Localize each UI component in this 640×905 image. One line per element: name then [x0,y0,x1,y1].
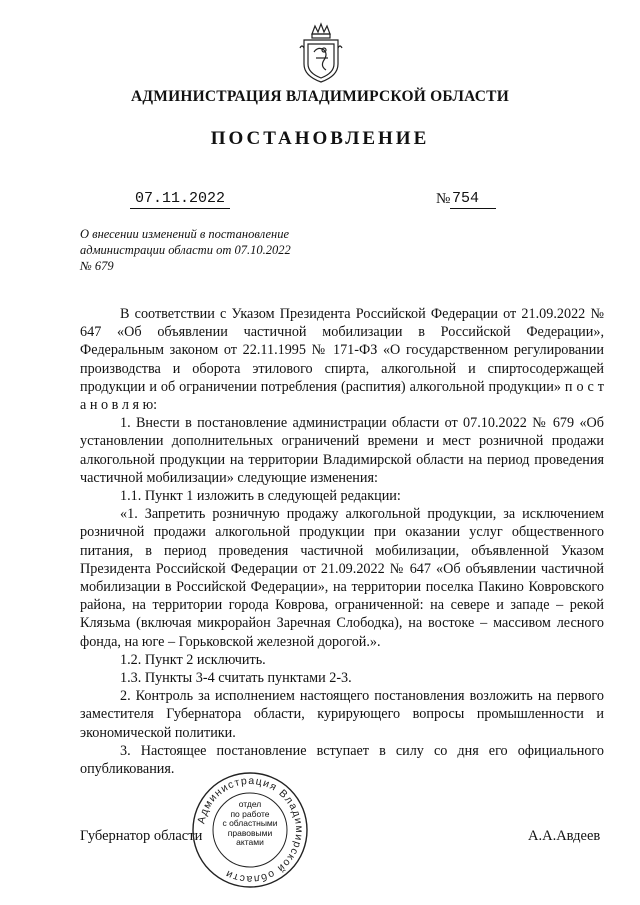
paragraph-quoted-item: «1. Запретить розничную продажу алкогольной продукции, за исключением розничной продажи алкогольной продукции при оказании услуг общественного питания, в период проведения частичной мобилизации, объявленной Указом Президента Российской Федерации от 21.09.2022 № 647 «Об объявлении частичной мобилизации в Российской Федерации», на территории поселка Пакино Ковровского района, на территории города Коврова, ограниченной: на севере и западе – рекой Клязьма (включая микрорайон Заречная Слободка), на востоке – массивом лесного фонда, на юге – Горьковской железной дорогой.». [80,506,604,650]
official-stamp [190,770,310,890]
stamp-line: актами [236,837,264,847]
subject-line: № 679 [80,259,114,273]
document-date: 07.11.2022 [130,190,230,209]
stamp-ring-text: Администрация Владимирской области [195,774,306,886]
paragraph-item-1-3: 1.3. Пункты 3-4 считать пунктами 2-3. [120,670,352,687]
agency-name: АДМИНИСТРАЦИЯ ВЛАДИМИРСКОЙ ОБЛАСТИ [131,88,509,105]
stamp-line: отдел [238,799,262,809]
stamp-line: с областными [222,818,278,828]
document-number: 754 [450,190,496,209]
paragraph-item-1-1: 1.1. Пункт 1 изложить в следующей редакции: [120,488,401,505]
stamp-center-text [214,800,286,848]
stamp-line: правовыми [227,827,273,838]
paragraph-item-3: 3. Настоящее постановление вступает в силу со дня его официального опубликования. [80,742,604,778]
subject-line: О внесении изменений в постановление [80,227,290,241]
document-body [80,305,604,778]
paragraph-item-1: 1. Внести в постановление администрации области от 07.10.2022 № 679 «Об установлении дополнительных ограничений времени и мест розничной продажи алкогольной продукции на территории Владимирской области на период проведения частичной мобилизации» следующие изменения: [80,415,604,486]
coat-of-arms-icon [298,22,344,84]
paragraph-item-2: 2. Контроль за исполнением настоящего постановления возложить на первого заместителя Губернатора области, курирующего вопросы промышленности и экономической политики. [80,688,604,741]
paragraph-item-1-2: 1.2. Пункт 2 исключить. [120,651,266,668]
subject-line: администрации области от 07.10.2022 [80,243,291,257]
number-label: № [436,191,451,207]
paragraph-preamble: В соответствии с Указом Президента Российской Федерации от 21.09.2022 № 647 «Об объявлении частичной мобилизации в Российской Федерации», Федеральным законом от 22.11.1995 № 171-ФЗ «О государственном регулировании производства и оборота этилового спирта, алкогольной и спиртосодержащей продукции и об ограничении потребления (распития) алкогольной продукции» п о с т а н о в л я ю: [80,306,604,414]
document-type: ПОСТАНОВЛЕНИЕ [210,128,430,149]
document-subject [80,226,320,274]
signatory-name: А.А.Авдеев [528,828,601,844]
signatory-title: Губернатор области [80,828,203,844]
stamp-line: по работе [230,808,270,819]
